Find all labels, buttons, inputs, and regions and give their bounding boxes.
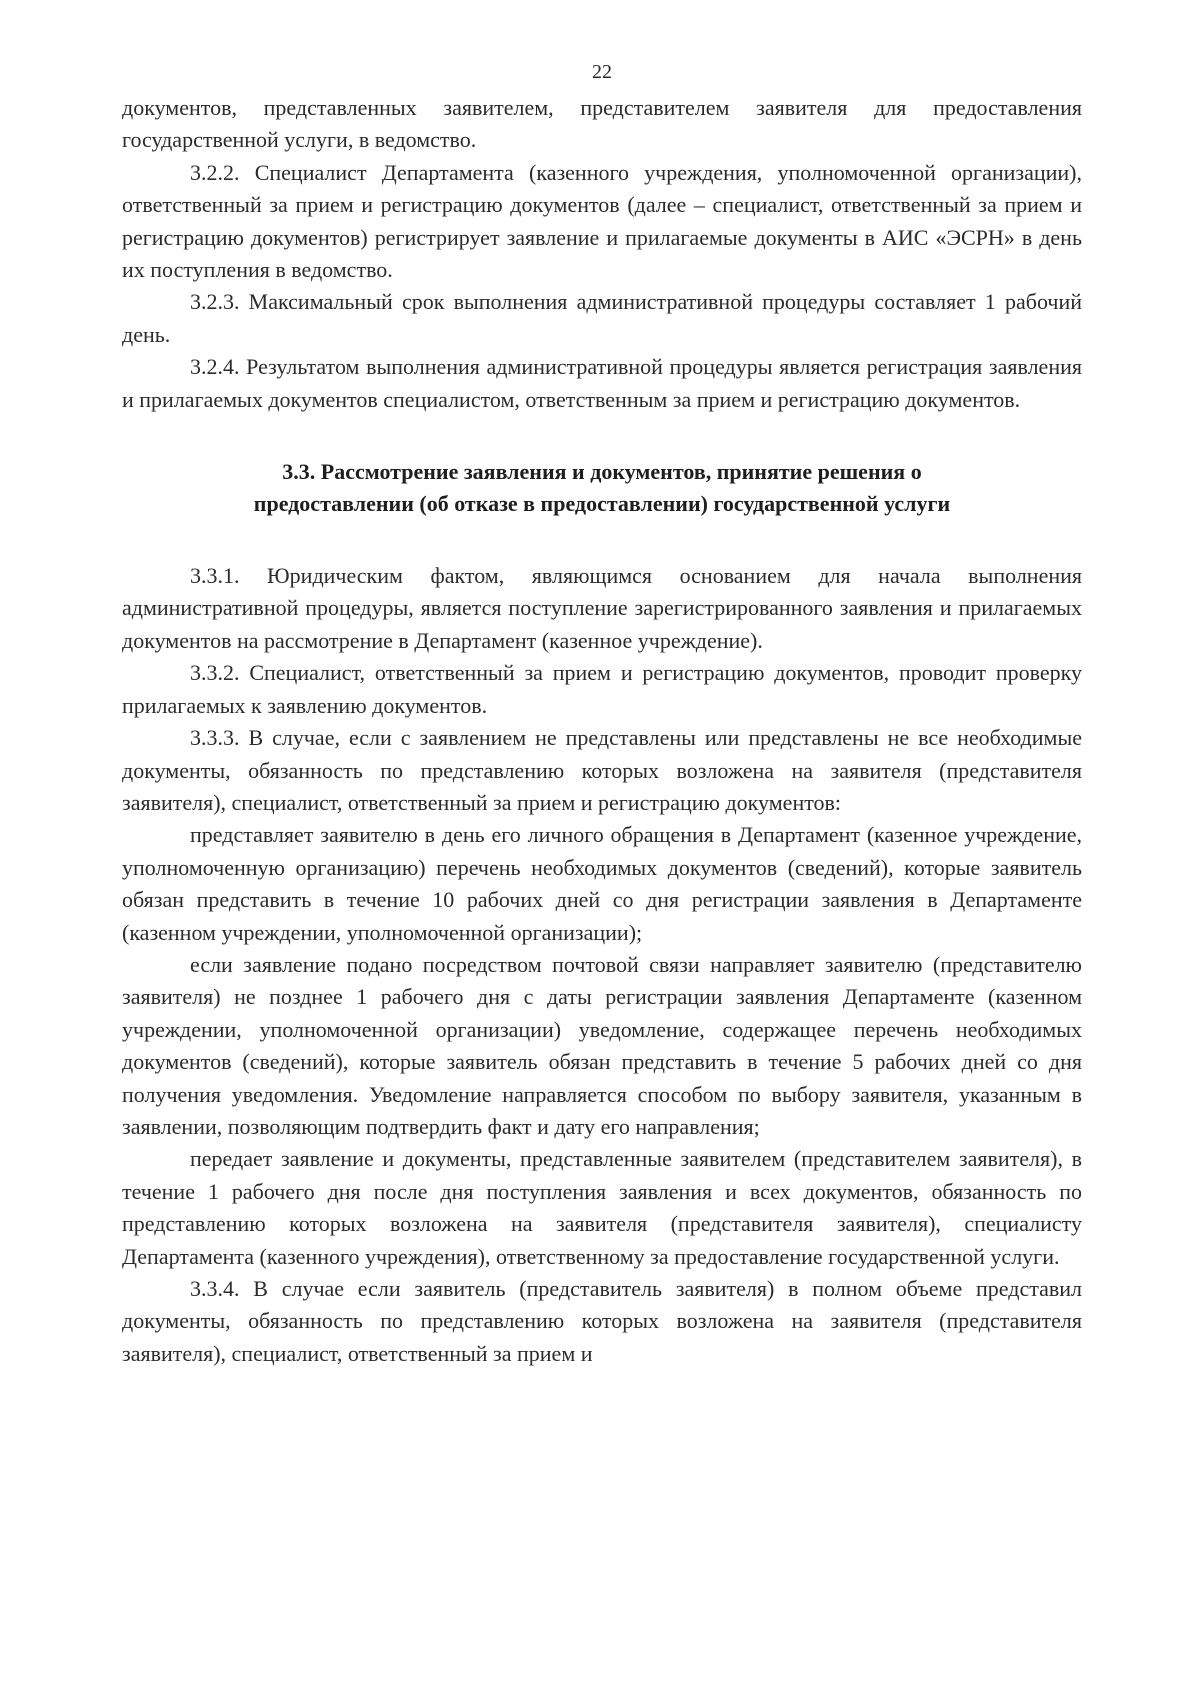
section-3-3-body <box>122 560 1082 1370</box>
section-heading-line-2: предоставлении (об отказе в предоставлении) государственной услуги <box>253 491 951 517</box>
section-heading-line-1: 3.3. Рассмотрение заявления и документов, принятие решения о <box>282 459 922 485</box>
paragraph-3-3-3: 3.3.3. В случае, если с заявлением не представлены или представлены не все необходимые документы, обязанность по представлению которых возложена на заявителя (представителя заявителя), специалист, ответственный за прием и регистрацию документов: <box>122 725 1082 815</box>
section-heading-3-3 <box>122 456 1082 520</box>
list-item-personal-visit: представляет заявителю в день его личного обращения в Департамент (казенное учреждение, уполномоченную организацию) перечень необходимых документов (сведений), которые заявитель обязан представить в течение 10 рабочих дней со дня регистрации заявления в Департаменте (казенном учреждении, уполномоченной организации); <box>122 822 1082 945</box>
list-item-postal: если заявление подано посредством почтовой связи направляет заявителю (представителю заявителя) не позднее 1 рабочего дня с даты регистрации заявления Департаменте (казенном учреждении, уполномоченной организации) уведомление, содержащее перечень необходимых документов (сведений), которые заявитель обязан представить в течение 5 рабочих дней со дня получения уведомления. Уведомление направляется способом по выбору заявителя, указанным в заявлении, позволяющим подтвердить факт и дату его направления; <box>122 951 1082 1139</box>
section-3-2-continuation <box>122 92 1082 416</box>
page-number: 22 <box>592 61 612 83</box>
paragraph-3-3-4: 3.3.4. В случае если заявитель (представитель заявителя) в полном объеме представил документы, обязанность по представлению которых возложена на заявителя (представителя заявителя), специалист, ответственный за прием и <box>122 1276 1082 1366</box>
paragraph-3-3-2: 3.3.2. Специалист, ответственный за прием и регистрацию документов, проводит проверку прилагаемых к заявлению документов. <box>122 660 1082 718</box>
paragraph-continuation: документов, представленных заявителем, представителем заявителя для предоставления государственной услуги, в ведомство. <box>122 95 1082 153</box>
document-page <box>122 58 1082 1370</box>
paragraph-3-2-2: 3.2.2. Специалист Департамента (казенного учреждения, уполномоченной организации), ответственный за прием и регистрацию документов (далее – специалист, ответственный за прием и регистрацию документов) регистрирует заявление и прилагаемые документы в АИС «ЭСРН» в день их поступления в ведомство. <box>122 159 1082 283</box>
paragraph-3-2-3: 3.2.3. Максимальный срок выполнения административной процедуры составляет 1 рабочий день. <box>122 289 1082 347</box>
paragraph-3-2-4: 3.2.4. Результатом выполнения административной процедуры является регистрация заявления и прилагаемых документов специалистом, ответственным за прием и регистрацию документов. <box>122 354 1082 412</box>
list-item-transfer: передает заявление и документы, представленные заявителем (представителем заявителя), в течение 1 рабочего дня после дня поступления заявления и всех документов, обязанность по представлению которых возложена на заявителя (представителя заявителя), специалисту Департамента (казенного учреждения), ответственному за предоставление государственной услуги. <box>122 1146 1082 1269</box>
paragraph-3-3-1: 3.3.1. Юридическим фактом, являющимся основанием для начала выполнения административной процедуры, является поступление зарегистрированного заявления и прилагаемых документов на рассмотрение в Департамент (казенное учреждение). <box>122 563 1082 653</box>
